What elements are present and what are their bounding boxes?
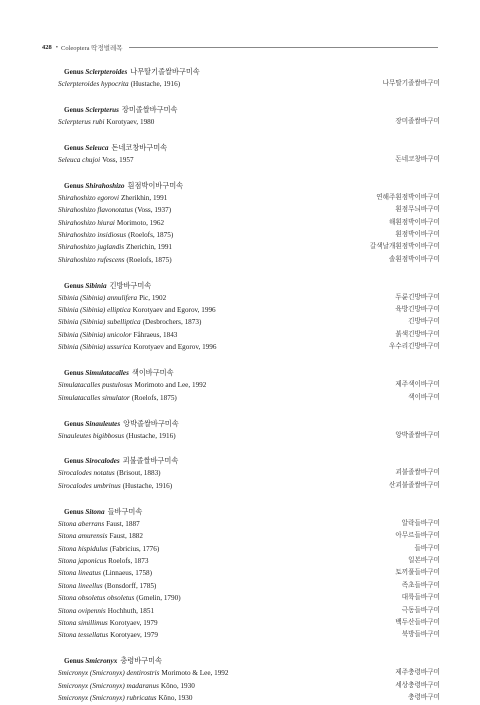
species-author: Voss, 1957: [102, 155, 134, 164]
genus-title: [64, 281, 440, 292]
species-name: Sibinia (Sibinia) ussurica: [58, 343, 132, 352]
species-entry: [58, 467, 161, 479]
species-entry: [58, 379, 206, 391]
species-korean-name: 알락들바구미: [401, 519, 440, 527]
species-row: [58, 329, 440, 341]
species-author: (Voss, 1937): [134, 206, 172, 215]
species-row: [58, 241, 440, 253]
species-korean-name: 앙박졸쌀바구미: [395, 431, 440, 439]
genus-prefix: Genus: [64, 105, 84, 114]
species-korean-name: 괴불졸쌀바구미: [395, 469, 440, 477]
species-entry: [58, 680, 195, 692]
genus-korean-name: 앙박졸쌀바구미속: [123, 419, 179, 428]
section-title: Coleoptera 딱정벌레목: [61, 44, 123, 52]
species-entry: [58, 204, 171, 216]
genus-prefix: Genus: [64, 369, 84, 378]
species-name: Simulatacalles simulator: [58, 393, 130, 402]
genus-korean-name: 흰점박이바구미속: [127, 181, 184, 190]
species-author: (Fabricius, 1776): [109, 544, 160, 553]
genus-block: [58, 281, 440, 354]
species-row: [58, 392, 440, 404]
species-author: Morimoto & Lee, 1992: [161, 669, 229, 678]
genus-title: [64, 656, 440, 667]
header-rule: [129, 47, 438, 48]
genus-name: Smicronyx: [85, 657, 118, 666]
species-name: Smicronyx (Smicronyx) rubricatus: [58, 694, 157, 703]
species-row: [58, 480, 440, 492]
species-entry: [58, 530, 143, 542]
species-entry: [58, 567, 152, 579]
species-entry: [58, 116, 154, 128]
species-row: [58, 316, 440, 328]
genus-block: [58, 368, 440, 404]
species-name: Sclerpteroides hypocrita: [58, 80, 129, 88]
species-korean-name: 돈네코창바구미: [395, 155, 440, 163]
genus-name: Sirocalodes: [85, 457, 120, 466]
species-korean-name: 연해주흰점박이바구미: [376, 193, 440, 201]
species-author: Korotyaev, 1979: [109, 618, 158, 627]
species-name: Seleuca chujoi: [58, 155, 101, 164]
species-korean-name: 흰점무늬바구미: [395, 206, 440, 214]
species-name: Sitona simillimus: [58, 618, 108, 627]
species-author: Hochhuth, 1851: [107, 606, 155, 615]
species-row: [58, 629, 440, 641]
species-author: (Hustache, 1916): [126, 431, 176, 440]
species-korean-name: 솔흰점박이바구미: [389, 255, 440, 263]
species-korean-name: 토끼풀들바구미: [395, 569, 440, 577]
genus-title: [64, 507, 440, 518]
species-korean-name: 갈색날개흰점박이바구미: [369, 243, 440, 251]
header-separator: •: [55, 43, 59, 51]
species-korean-name: 아무르들바구미: [395, 532, 440, 540]
species-entry: [58, 692, 192, 704]
species-author: Pic, 1902: [139, 293, 167, 302]
genus-title: [64, 67, 440, 78]
species-author: (Bonsdorff, 1785): [104, 581, 157, 590]
genus-prefix: Genus: [64, 281, 84, 290]
species-name: Sitona lineellus: [58, 581, 103, 590]
species-author: (Desbrochers, 1873): [142, 318, 202, 327]
genus-name: Sitona: [85, 507, 105, 516]
species-name: Shirahoshizo flavonotatus: [58, 206, 133, 215]
species-korean-name: 우수리긴방바구미: [389, 343, 440, 351]
genus-block: [58, 656, 440, 704]
species-entry: [58, 241, 172, 253]
genus-prefix: Genus: [64, 657, 84, 666]
species-name: Sitona hispidulus: [58, 544, 108, 553]
genus-block: [58, 419, 440, 442]
species-name: Sibinia (Sibinia) unicolor: [58, 330, 132, 339]
species-name: Sibinia (Sibinia) annulifera: [58, 293, 138, 302]
species-author: (Roelofs, 1875): [131, 393, 177, 402]
genus-korean-name: 긴방바구미속: [109, 281, 152, 290]
species-row: [58, 667, 440, 679]
species-name: Shirahoshizo rufescens: [58, 255, 125, 264]
species-author: Roelofs, 1873: [108, 556, 149, 565]
genus-block: [58, 67, 440, 90]
species-name: Sitona obsoletus obsoletus: [58, 594, 135, 603]
species-entry: [58, 254, 172, 266]
species-row: [58, 430, 440, 442]
species-entry: [58, 667, 228, 679]
species-row: [58, 592, 440, 604]
species-korean-name: 백두산들바구미: [395, 618, 440, 626]
genus-prefix: Genus: [64, 181, 84, 190]
species-author: Fåhraeus, 1843: [133, 330, 178, 339]
species-name: Sclerpterus rubi: [58, 117, 105, 126]
species-row: [58, 379, 440, 391]
species-korean-name: 들바구미: [414, 544, 440, 552]
species-entry: [58, 430, 176, 442]
species-korean-name: 긴방바구미: [408, 318, 440, 326]
genus-korean-name: 장미졸쌀바구미속: [121, 105, 178, 114]
genus-title: [64, 143, 440, 154]
species-entry: [58, 580, 156, 592]
species-author: Kôno, 1930: [158, 694, 193, 703]
species-korean-name: 육방긴방바구미: [395, 306, 440, 314]
species-name: Sitona aberrans: [58, 519, 105, 528]
species-author: (Hustache, 1916): [130, 80, 181, 88]
species-row: [58, 341, 440, 353]
genus-title: [64, 105, 440, 116]
species-korean-name: 충령바구미: [408, 694, 440, 702]
genus-name: Seleuca: [85, 143, 109, 152]
species-entry: [58, 217, 164, 229]
genus-korean-name: 색이바구미속: [131, 369, 174, 378]
species-row: [58, 530, 440, 542]
species-entry: [58, 292, 166, 304]
genus-name: Shirahoshizo: [85, 181, 125, 190]
species-row: [58, 204, 440, 216]
species-row: [58, 617, 440, 629]
species-korean-name: 일본바구미: [408, 556, 440, 564]
species-name: Sirocalodes notatus: [58, 469, 115, 478]
species-name: Smicronyx (Smicronyx) madaranus: [58, 681, 159, 690]
species-name: Sinauleutes bigibbosus: [58, 431, 125, 440]
species-author: Morimoto, 1962: [116, 218, 165, 227]
species-entry: [58, 341, 216, 353]
species-korean-name: 족초들바구미: [401, 581, 440, 589]
genus-korean-name: 나무딸기졸쌀바구미속: [130, 68, 200, 76]
species-row: [58, 543, 440, 555]
genus-block: [58, 456, 440, 492]
species-row: [58, 192, 440, 204]
species-author: (Linnaeus, 1758): [102, 569, 153, 578]
genus-prefix: Genus: [64, 507, 84, 516]
species-row: [58, 217, 440, 229]
species-name: Sirocalodes umbrinus: [58, 481, 121, 490]
page-header: [42, 41, 438, 53]
species-author: Korotyaev, 1979: [110, 631, 158, 640]
species-korean-name: 극동들바구미: [401, 606, 440, 614]
species-author: Faust, 1887: [106, 519, 140, 528]
species-entry: [58, 518, 140, 530]
species-entry: [58, 592, 181, 604]
genus-block: [58, 143, 440, 166]
species-entry: [58, 192, 167, 204]
species-row: [58, 555, 440, 567]
genus-name: Sibinia: [85, 281, 107, 290]
genus-title: [64, 181, 440, 192]
species-entry: [58, 543, 159, 555]
species-row: [58, 116, 440, 128]
species-entry: [58, 329, 177, 341]
species-row: [58, 692, 440, 704]
species-name: Shirahoshizo juglandis: [58, 243, 125, 252]
species-row: [58, 605, 440, 617]
species-name: Smicronyx (Smicronyx) dentirostris: [58, 669, 160, 678]
genus-korean-name: 들바구미속: [107, 507, 143, 516]
species-author: Kôno, 1930: [160, 681, 195, 690]
species-name: Simulatacalles pustulosus: [58, 381, 133, 390]
genus-name: Sclerpterus: [85, 105, 119, 114]
species-row: [58, 292, 440, 304]
species-name: Shirahoshizo insidiosus: [58, 230, 127, 239]
species-row: [58, 580, 440, 592]
species-row: [58, 518, 440, 530]
species-name: Sitona amurensis: [58, 532, 108, 541]
species-entry: [58, 605, 154, 617]
species-name: Sibinia (Sibinia) elliptica: [58, 306, 131, 315]
species-list: [58, 67, 440, 705]
species-row: [58, 254, 440, 266]
species-author: (Hustache, 1916): [122, 481, 173, 490]
species-korean-name: 해흰점박이바구미: [389, 218, 440, 226]
species-entry: [58, 617, 158, 629]
species-row: [58, 567, 440, 579]
species-entry: [58, 392, 177, 404]
page-number: 428: [42, 43, 52, 51]
species-korean-name: 북방들바구미: [401, 631, 440, 639]
species-korean-name: 제주색이바구미: [395, 381, 440, 389]
species-name: Shirahoshizo egorovi: [58, 193, 120, 202]
genus-title: [64, 368, 440, 379]
species-author: (Gmelin, 1790): [136, 594, 181, 603]
genus-block: [58, 105, 440, 128]
species-korean-name: 산괴불졸쌀바구미: [389, 481, 440, 489]
species-name: Sibinia (Sibinia) subelliptica: [58, 318, 141, 327]
species-name: Sitona ovipennis: [58, 606, 106, 615]
species-author: (Brisout, 1883): [116, 469, 161, 478]
species-author: Zherichin, 1991: [126, 243, 173, 252]
species-entry: [58, 304, 216, 316]
species-name: Sitona japonicus: [58, 556, 107, 565]
species-korean-name: 흰점박이바구미: [395, 230, 440, 238]
species-entry: [58, 78, 180, 90]
species-author: (Roelofs, 1875): [126, 255, 172, 264]
genus-korean-name: 충령바구미속: [120, 657, 162, 666]
species-author: Korotyaev, 1980: [106, 117, 155, 126]
species-korean-name: 색이바구미: [408, 393, 440, 401]
genus-prefix: Genus: [64, 143, 84, 152]
genus-prefix: Genus: [64, 419, 84, 428]
species-author: Morimoto and Lee, 1992: [134, 381, 207, 390]
genus-block: [58, 507, 440, 642]
genus-name: Sclerpteroides: [85, 68, 128, 76]
genus-name: Sinauleutes: [85, 419, 121, 428]
species-author: Korotyaev and Egorov, 1996: [132, 306, 216, 315]
genus-title: [64, 456, 440, 467]
species-author: (Roelofs, 1875): [128, 230, 174, 239]
species-korean-name: 대륙들바구미: [401, 594, 440, 602]
species-entry: [58, 629, 158, 641]
species-row: [58, 229, 440, 241]
species-korean-name: 장미졸쌀바구미: [395, 117, 440, 125]
genus-prefix: Genus: [64, 457, 84, 466]
species-entry: [58, 480, 172, 492]
species-entry: [58, 316, 201, 328]
species-row: [58, 304, 440, 316]
species-author: Zherikhin, 1991: [121, 193, 168, 202]
species-row: [58, 78, 440, 90]
species-author: Korotyaev and Egorov, 1996: [133, 343, 217, 352]
species-author: Faust, 1882: [109, 532, 143, 541]
species-name: Sitona lineatus: [58, 569, 101, 578]
genus-korean-name: 괴불졸쌀바구미속: [122, 457, 179, 466]
species-korean-name: 세상충령바구미: [395, 681, 440, 689]
species-korean-name: 두륜긴방바구미: [395, 293, 440, 301]
species-row: [58, 680, 440, 692]
species-entry: [58, 154, 134, 166]
species-entry: [58, 555, 148, 567]
genus-title: [64, 419, 440, 430]
species-korean-name: 나무딸기졸쌀바구미: [382, 80, 440, 87]
genus-korean-name: 돈네코창바구미속: [111, 143, 168, 152]
genus-prefix: Genus: [64, 68, 84, 76]
species-entry: [58, 229, 173, 241]
genus-name: Simulatacalles: [85, 369, 129, 378]
species-name: Sitona tessellatus: [58, 631, 109, 640]
species-korean-name: 붉색긴방바구미: [395, 330, 440, 338]
species-row: [58, 467, 440, 479]
genus-block: [58, 181, 440, 266]
species-name: Shirahoshizo hiurai: [58, 218, 115, 227]
species-row: [58, 154, 440, 166]
species-korean-name: 제주충령바구미: [395, 669, 440, 677]
